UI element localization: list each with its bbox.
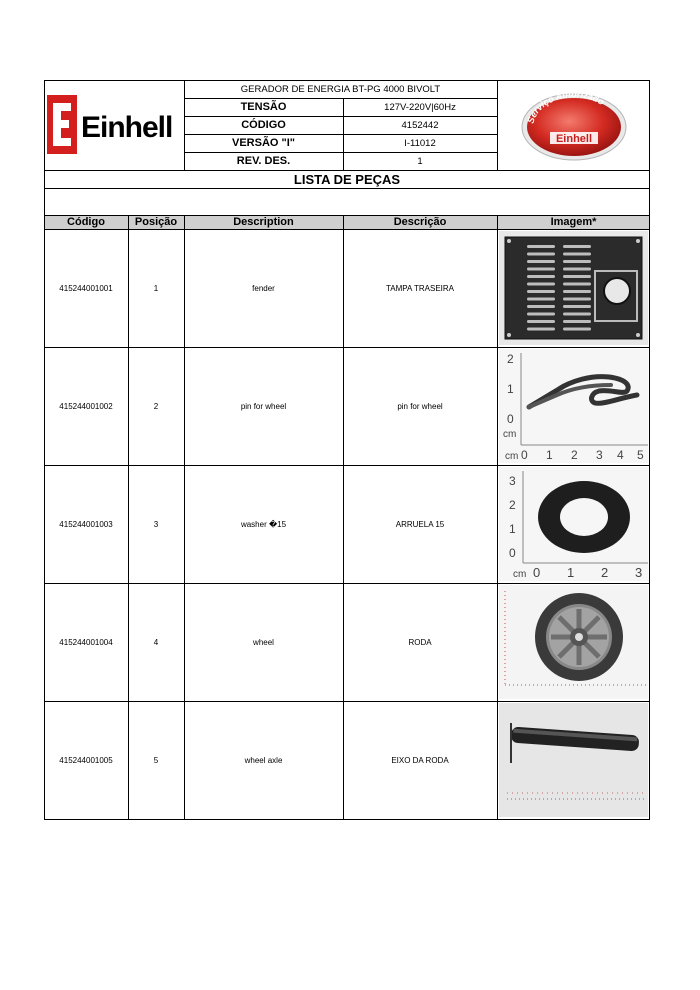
- fender-louver: [527, 313, 555, 316]
- fender-louver: [563, 245, 591, 248]
- fender-louver: [563, 290, 591, 293]
- pin-x-tick-1: 1: [546, 448, 553, 462]
- washer-y-tick-2: 2: [509, 498, 516, 512]
- row4-descricao: RODA: [408, 637, 432, 647]
- grid-h-54: [184, 134, 497, 135]
- einhell-logo: [44, 80, 184, 170]
- row1-description: fender: [252, 283, 275, 293]
- grid-v-299: [343, 215, 344, 820]
- row5-descricao: EIXO DA RODA: [391, 755, 449, 765]
- fender-louver: [563, 320, 591, 323]
- wheel-image: [499, 585, 648, 699]
- codigo-label: CÓDIGO: [241, 119, 286, 131]
- fender-louver: [563, 283, 591, 286]
- pin-y-tick-1: 1: [507, 382, 514, 396]
- row3-position: 3: [153, 519, 159, 529]
- grid-left: [44, 80, 45, 820]
- product-name: GERADOR DE ENERGIA BT-PG 4000 BIVOLT: [240, 83, 441, 95]
- versao-value: I-11012: [404, 137, 436, 149]
- pin-y-tick-2: 2: [507, 352, 514, 366]
- row3-description: washer �15: [240, 519, 287, 529]
- rev-des-value: 1: [417, 155, 423, 167]
- grid-h-267: [44, 347, 650, 348]
- row2-description: pin for wheel: [240, 401, 287, 411]
- pin-y-tick-0: 0: [507, 412, 514, 426]
- list-title: LISTA DE PEÇAS: [293, 171, 401, 187]
- fender-image: [499, 231, 648, 345]
- grid-h-149: [44, 229, 650, 230]
- grid-h-621: [44, 701, 650, 702]
- fender-louver: [527, 268, 555, 271]
- pin-image: [499, 349, 648, 463]
- fender-louver: [563, 328, 591, 331]
- grid-right: [649, 80, 650, 820]
- parts-sheet: [44, 80, 650, 820]
- pin-x-tick-0: 0: [521, 448, 528, 462]
- row2-code: 415244001002: [59, 401, 113, 411]
- grid-h-108: [44, 188, 650, 189]
- pin-x-unit: cm: [505, 451, 519, 462]
- fender-louver: [527, 275, 555, 278]
- rev-des-label: REV. DES.: [236, 155, 291, 167]
- fender-louver: [527, 298, 555, 301]
- pin-x-tick-4: 4: [617, 448, 624, 462]
- grid-h-503: [44, 583, 650, 584]
- grid-v-140: [184, 215, 185, 820]
- grid-top: [44, 80, 650, 81]
- row4-position: 4: [153, 637, 159, 647]
- washer-x-tick-3: 3: [635, 565, 643, 580]
- badge-text: Serviço Autorizado: [525, 89, 606, 125]
- pin-x-tick-3: 3: [596, 448, 603, 462]
- fender-louver: [563, 313, 591, 316]
- einhell-logo-mark: [44, 80, 184, 170]
- fender-louver: [527, 283, 555, 286]
- washer-y-tick-1: 1: [509, 522, 516, 536]
- row5-code: 415244001005: [59, 755, 113, 765]
- fender-louver: [527, 305, 555, 308]
- tensao-value: 127V-220V|60Hz: [384, 101, 456, 113]
- row1-descricao: TAMPA TRASEIRA: [385, 283, 454, 293]
- fender-louver: [527, 320, 555, 323]
- pin-x-tick-2: 2: [571, 448, 578, 462]
- fender-louver: [563, 305, 591, 308]
- washer-x-tick-2: 2: [601, 565, 609, 580]
- fender-louver: [563, 268, 591, 271]
- fender-louver: [527, 328, 555, 331]
- row3-descricao: ARRUELA 15: [395, 519, 445, 529]
- washer-y-tick-3: 3: [509, 474, 516, 488]
- washer-x-tick-1: 1: [567, 565, 575, 580]
- grid-v-140-top: [184, 80, 185, 170]
- col-posicao: Posição: [134, 216, 178, 228]
- grid-h-36: [184, 116, 497, 117]
- grid-h-135: [44, 215, 650, 216]
- row2-position: 2: [153, 401, 159, 411]
- pin-y-unit: cm: [503, 429, 517, 440]
- authorized-service-badge: [497, 80, 650, 170]
- row5-description: wheel axle: [244, 755, 283, 765]
- pin-x-tick-5: 5: [637, 448, 644, 462]
- grid-h-90: [44, 170, 650, 171]
- washer-y-tick-0: 0: [509, 546, 516, 560]
- grid-h-72: [184, 152, 497, 153]
- grid-v-84: [128, 215, 129, 820]
- washer-x-unit: cm: [513, 569, 527, 580]
- grid-h-385: [44, 465, 650, 466]
- washer-image: [499, 467, 648, 581]
- row4-description: wheel: [253, 637, 274, 647]
- row2-descricao: pin for wheel: [397, 401, 443, 411]
- col-description: Description: [233, 216, 294, 228]
- col-descricao: Descrição: [393, 216, 447, 228]
- fender-louver: [527, 260, 555, 263]
- codigo-value: 4152442: [401, 119, 439, 131]
- grid-v-453-top: [497, 80, 498, 170]
- brand-name: Einhell: [81, 111, 173, 144]
- col-codigo: Código: [67, 216, 105, 228]
- row4-code: 415244001004: [59, 637, 113, 647]
- axle-image: [499, 703, 648, 817]
- row3-code: 415244001003: [59, 519, 113, 529]
- grid-v-299-top: [343, 98, 344, 170]
- row1-code: 415244001001: [59, 283, 113, 293]
- col-imagem: Imagem*: [550, 216, 597, 228]
- grid-v-453: [497, 215, 498, 820]
- fender-louver: [527, 253, 555, 256]
- fender-louver: [563, 253, 591, 256]
- row5-position: 5: [153, 755, 159, 765]
- fender-louver: [527, 245, 555, 248]
- tensao-label: TENSÃO: [240, 101, 287, 113]
- washer-x-tick-0: 0: [533, 565, 541, 580]
- fender-louver: [527, 290, 555, 293]
- grid-bottom: [44, 819, 650, 820]
- versao-label: VERSÃO "I": [232, 137, 295, 149]
- fender-louver: [563, 298, 591, 301]
- badge-brand: Einhell: [555, 133, 593, 145]
- grid-h-18: [184, 98, 497, 99]
- fender-louver: [563, 260, 591, 263]
- fender-louver: [563, 275, 591, 278]
- row1-position: 1: [153, 283, 159, 293]
